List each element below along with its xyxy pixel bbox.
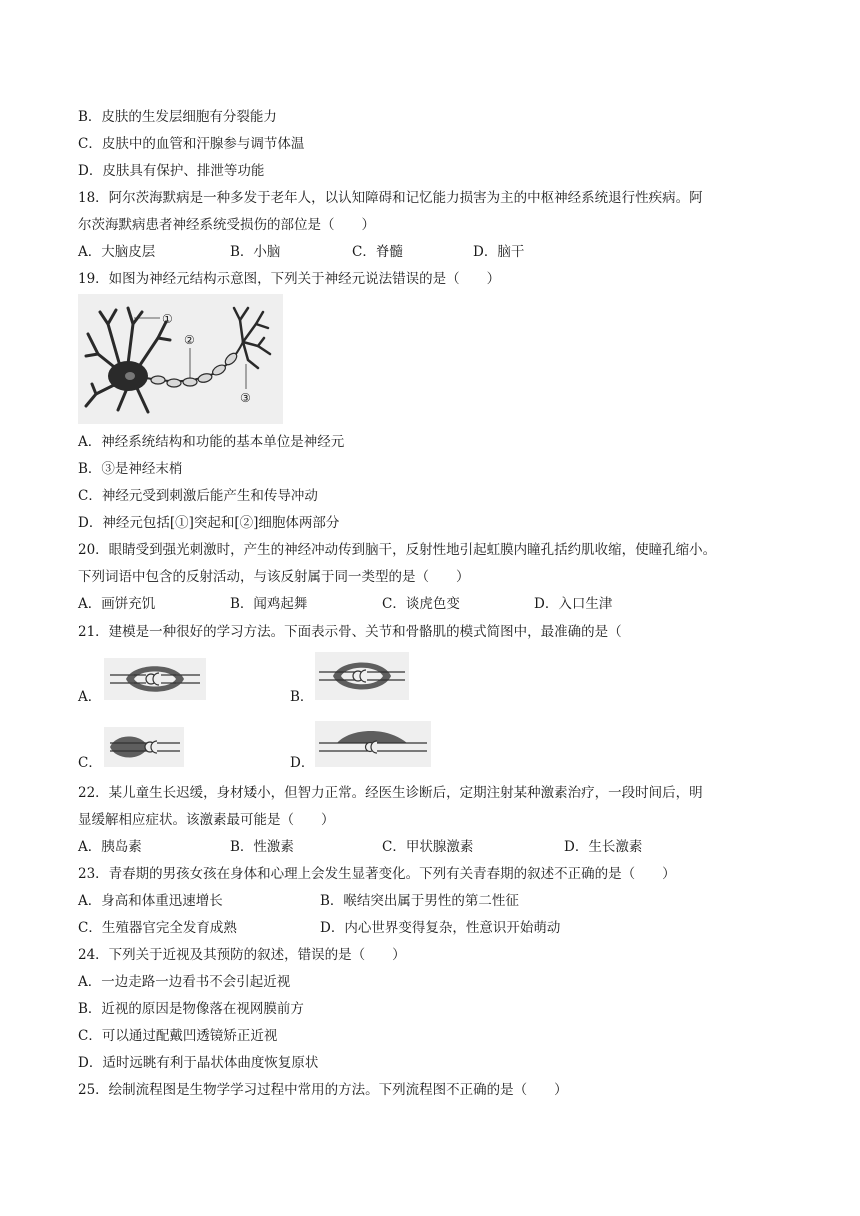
q21-figure-b xyxy=(315,652,409,700)
q18-stem-line1: 18．阿尔茨海默病是一种多发于老年人，以认知障碍和记忆能力损害为主的中枢神经系统退行性疾病。阿 xyxy=(78,190,703,206)
joint-model-a xyxy=(104,658,206,700)
q23-stem: 23．青春期的男孩女孩在身体和心理上会发生显著变化。下列有关青春期的叙述不正确的是（ ） xyxy=(78,866,676,882)
neuron-diagram xyxy=(78,294,283,424)
q24-option-c: C．可以通过配戴凹透镜矫正近视 xyxy=(78,1028,278,1044)
q21-label-c: C． xyxy=(78,755,102,771)
q23-option-a: A．身高和体重迅速增长 xyxy=(78,893,223,909)
neuron-label-1: ① xyxy=(162,312,173,326)
q18-option-d: D．脑干 xyxy=(473,244,525,260)
q20-stem-line1: 20．眼睛受到强光刺激时，产生的神经冲动传到脑干，反射性地引起虹膜内瞳孔括约肌收缩，使瞳孔缩小。 xyxy=(78,542,717,558)
neuron-label-3: ③ xyxy=(240,391,251,405)
q22-option-d: D．生长激素 xyxy=(564,839,643,855)
q19-option-d: D．神经元包括[①]突起和[②]细胞体两部分 xyxy=(78,515,340,531)
q21-label-b: B． xyxy=(290,689,314,705)
q21-label-a: A． xyxy=(78,689,102,705)
q23-option-b: B．喉结突出属于男性的第二性征 xyxy=(320,893,519,909)
q21-figure-d xyxy=(315,721,431,767)
q17-option-b: B．皮肤的生发层细胞有分裂能力 xyxy=(78,109,277,125)
q20-option-b: B．闻鸡起舞 xyxy=(230,596,308,612)
q20-option-d: D．入口生津 xyxy=(534,596,613,612)
q21-stem: 21．建模是一种很好的学习方法。下面表示骨、关节和骨骼肌的模式简图中，最准确的是（ xyxy=(78,624,622,640)
q23-option-c: C．生殖器官完全发育成熟 xyxy=(78,920,237,936)
q18-option-b: B．小脑 xyxy=(230,244,281,260)
q22-option-c: C．甲状腺激素 xyxy=(382,839,474,855)
q17-option-c: C．皮肤中的血管和汗腺参与调节体温 xyxy=(78,136,305,152)
neuron-label-2: ② xyxy=(184,333,195,347)
q22-stem-line2: 显缓解相应症状。该激素最可能是（ ） xyxy=(78,812,335,828)
q18-option-a: A．大脑皮层 xyxy=(78,244,156,260)
q22-stem-line1: 22．某儿童生长迟缓，身材矮小，但智力正常。经医生诊断后，定期注射某种激素治疗，一段时间后，明 xyxy=(78,785,703,801)
q21-figure-c xyxy=(104,727,184,767)
q20-option-c: C．谈虎色变 xyxy=(382,596,460,612)
joint-model-c xyxy=(104,727,184,767)
joint-model-d xyxy=(315,721,431,767)
q21-label-d: D． xyxy=(290,755,315,771)
q25-stem: 25．绘制流程图是生物学学习过程中常用的方法。下列流程图不正确的是（ ） xyxy=(78,1082,568,1098)
q24-stem: 24．下列关于近视及其预防的叙述，错误的是（ ） xyxy=(78,947,406,963)
q23-option-d: D．内心世界变得复杂，性意识开始萌动 xyxy=(320,920,561,936)
q24-option-d: D．适时远眺有利于晶状体曲度恢复原状 xyxy=(78,1055,319,1071)
q24-option-a: A．一边走路一边看书不会引起近视 xyxy=(78,974,291,990)
q20-option-a: A．画饼充饥 xyxy=(78,596,156,612)
q24-option-b: B．近视的原因是物像落在视网膜前方 xyxy=(78,1001,304,1017)
q17-option-d: D．皮肤具有保护、排泄等功能 xyxy=(78,163,265,179)
q19-option-a: A．神经系统结构和功能的基本单位是神经元 xyxy=(78,434,345,450)
q19-stem: 19．如图为神经元结构示意图，下列关于神经元说法错误的是（ ） xyxy=(78,271,501,287)
neuron-figure xyxy=(78,294,283,424)
q22-option-b: B．性激素 xyxy=(230,839,294,855)
q22-option-a: A．胰岛素 xyxy=(78,839,142,855)
q20-stem-line2: 下列词语中包含的反射活动，与该反射属于同一类型的是（ ） xyxy=(78,569,470,585)
joint-model-b xyxy=(315,652,409,700)
q18-stem-line2: 尔茨海默病患者神经系统受损伤的部位是（ ） xyxy=(78,217,375,233)
q18-option-c: C．脊髓 xyxy=(352,244,403,260)
q21-figure-a xyxy=(104,658,206,700)
q19-option-c: C．神经元受到刺激后能产生和传导冲动 xyxy=(78,488,318,504)
q19-option-b: B．③是神经末梢 xyxy=(78,461,183,477)
